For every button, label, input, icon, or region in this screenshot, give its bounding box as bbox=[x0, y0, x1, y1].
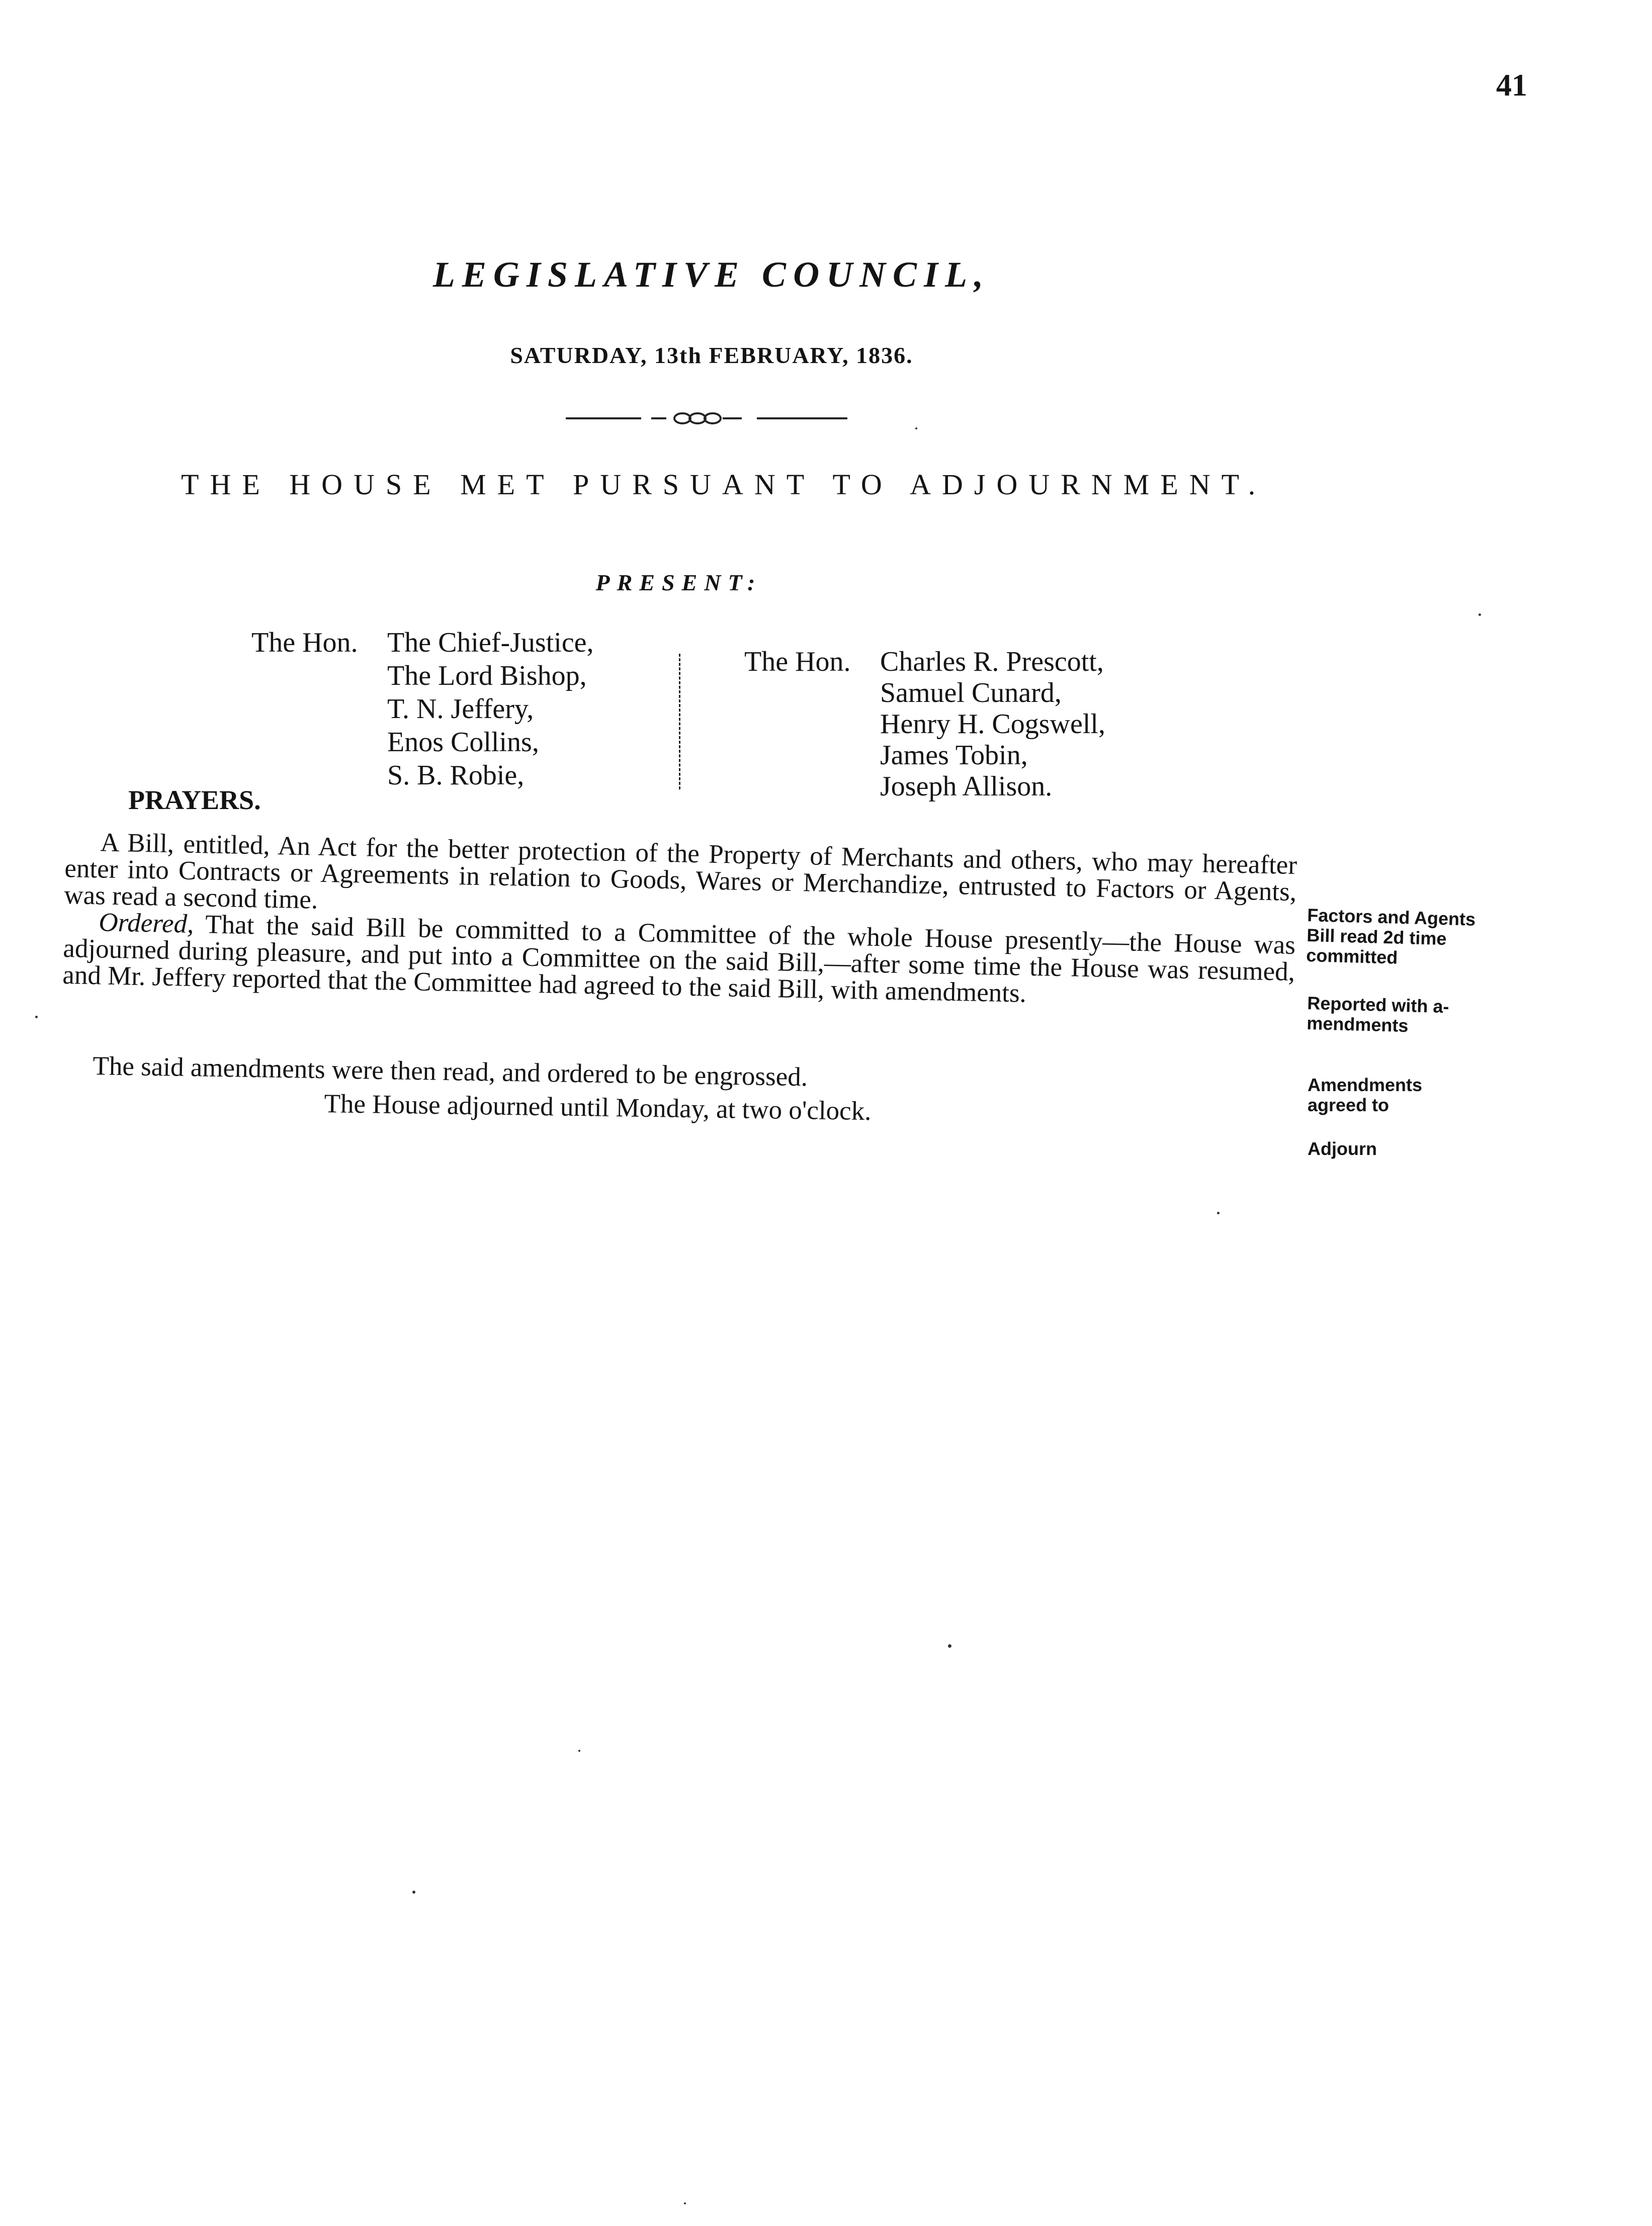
prayers-heading: PRAYERS. bbox=[128, 785, 261, 815]
member-name: Samuel Cunard, bbox=[880, 677, 1062, 708]
margin-note-agreed bbox=[1308, 1075, 1422, 1115]
margin-note-line: agreed to bbox=[1308, 1095, 1389, 1115]
scan-speck bbox=[948, 1644, 951, 1648]
member-name: Charles R. Prescott, bbox=[880, 646, 1104, 677]
adjourned-paragraph: The House adjourned until Monday, at two o'clock. bbox=[324, 1089, 872, 1126]
member-row bbox=[744, 646, 1105, 677]
margin-note-line: Factors and Agents bbox=[1307, 905, 1476, 930]
scan-speck bbox=[1479, 613, 1481, 616]
members-prefix: The Hon. bbox=[744, 646, 851, 677]
council-heading: LEGISLATIVE COUNCIL, bbox=[432, 254, 991, 295]
proceedings-text bbox=[62, 829, 1297, 1012]
margin-note-line: mendments bbox=[1306, 1012, 1409, 1036]
members-prefix: The Hon. bbox=[251, 627, 358, 658]
members-left-list bbox=[251, 626, 594, 792]
amendments-paragraph: The said amendments were then read, and ordered to be engrossed. bbox=[93, 1051, 808, 1092]
bill-paragraph: A Bill, entitled, An Act for the better protection of the Property of Merchants and others, who may hereafter enter into Contracts or Agreements in relation to Goods, Wares or Merchandize, entrusted to Factors or Agents, was read a second time. bbox=[63, 828, 1297, 915]
members-right-list bbox=[744, 646, 1105, 802]
scan-speck bbox=[35, 1016, 38, 1018]
meeting-line: THE HOUSE MET PURSUANT TO ADJOURNMENT. bbox=[181, 468, 1267, 501]
member-name: The Lord Bishop, bbox=[387, 660, 587, 691]
margin-note-adjourn: Adjourn bbox=[1308, 1138, 1377, 1159]
margin-note-line: Reported with a- bbox=[1307, 993, 1449, 1017]
scan-speck bbox=[915, 427, 917, 429]
column-divider bbox=[679, 654, 680, 789]
member-name: James Tobin, bbox=[880, 740, 1028, 771]
scan-speck bbox=[578, 1750, 580, 1752]
scan-speck bbox=[684, 2202, 686, 2204]
page-number: 41 bbox=[1496, 68, 1527, 103]
ornament-rule bbox=[566, 408, 847, 428]
session-date: SATURDAY, 13th FEBRUARY, 1836. bbox=[510, 342, 913, 368]
margin-note-line: Bill read 2d time bbox=[1306, 924, 1447, 949]
member-name: The Chief-Justice, bbox=[387, 627, 594, 658]
ordered-label: Ordered, bbox=[98, 908, 194, 939]
member-name: S. B. Robie, bbox=[387, 760, 525, 791]
present-label: PRESENT: bbox=[595, 570, 762, 595]
margin-note-reported bbox=[1307, 993, 1449, 1037]
scan-speck bbox=[1217, 1212, 1220, 1214]
ordered-text: That the said Bill be committed to a Committee of the whole House presently—the House was adjourned during pleasure, and put into a Committee on the said Bill,—after some time the House was resumed, and Mr. Jeffery reported that the Committee had agreed to the said Bill, with amendments. bbox=[62, 909, 1296, 1008]
member-name: T. N. Jeffery, bbox=[387, 693, 534, 725]
member-row bbox=[251, 626, 594, 659]
margin-note-line: Amendments bbox=[1308, 1075, 1423, 1095]
margin-note-factors bbox=[1306, 905, 1476, 970]
margin-note-line: committed bbox=[1306, 944, 1398, 968]
member-name: Enos Collins, bbox=[387, 727, 539, 758]
member-name: Henry H. Cogswell, bbox=[880, 708, 1105, 740]
member-name: Joseph Allison. bbox=[880, 771, 1053, 802]
scan-speck bbox=[412, 1891, 415, 1894]
